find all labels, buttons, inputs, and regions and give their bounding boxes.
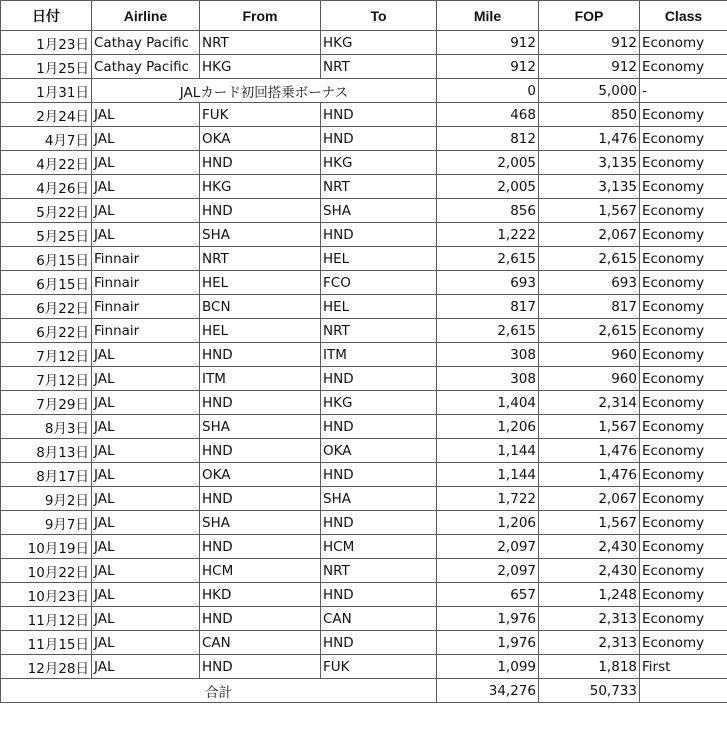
cell-fop[interactable]: 3,135 (539, 151, 640, 175)
cell-mile[interactable]: 657 (437, 583, 539, 607)
cell-to[interactable]: HND (321, 127, 437, 151)
cell-from[interactable]: HKG (200, 175, 321, 199)
cell-to[interactable]: HKG (321, 31, 437, 55)
cell-fop[interactable]: 912 (539, 55, 640, 79)
cell-airline[interactable]: JAL (92, 103, 200, 127)
cell-date[interactable]: 1月25日 (1, 55, 92, 79)
cell-from[interactable]: SHA (200, 223, 321, 247)
cell-fop[interactable]: 960 (539, 343, 640, 367)
cell-to[interactable]: HND (321, 415, 437, 439)
cell-date[interactable]: 7月12日 (1, 343, 92, 367)
cell-fop[interactable]: 2,313 (539, 631, 640, 655)
total-class-cell[interactable] (640, 679, 727, 703)
table-row (1, 367, 727, 391)
table-row (1, 103, 727, 127)
cell-class[interactable]: Economy (640, 343, 727, 367)
cell-fop[interactable]: 1,476 (539, 439, 640, 463)
cell-class[interactable]: Economy (640, 535, 727, 559)
header-row (1, 1, 727, 31)
cell-fop[interactable]: 2,067 (539, 223, 640, 247)
cell-mile[interactable]: 1,144 (437, 439, 539, 463)
cell-to[interactable]: HND (321, 583, 437, 607)
cell-fop[interactable]: 693 (539, 271, 640, 295)
cell-airline[interactable]: JAL (92, 223, 200, 247)
table-row (1, 271, 727, 295)
cell-mile[interactable]: 693 (437, 271, 539, 295)
total-fop[interactable]: 50,733 (539, 679, 640, 703)
table-row (1, 175, 727, 199)
cell-date[interactable]: 4月26日 (1, 175, 92, 199)
cell-date[interactable]: 10月22日 (1, 559, 92, 583)
cell-fop[interactable]: 3,135 (539, 175, 640, 199)
cell-from[interactable]: HND (200, 199, 321, 223)
cell-date[interactable]: 7月29日 (1, 391, 92, 415)
cell-mile[interactable]: 2,097 (437, 559, 539, 583)
table-row (1, 223, 727, 247)
cell-to[interactable]: CAN (321, 607, 437, 631)
table-row (1, 439, 727, 463)
cell-from[interactable]: HND (200, 439, 321, 463)
total-mile[interactable]: 34,276 (437, 679, 539, 703)
cell-date[interactable]: 9月2日 (1, 487, 92, 511)
cell-date[interactable]: 10月19日 (1, 535, 92, 559)
cell-fop[interactable]: 1,567 (539, 511, 640, 535)
cell-class[interactable]: Economy (640, 463, 727, 487)
cell-airline[interactable]: JAL (92, 175, 200, 199)
cell-fop[interactable]: 2,615 (539, 319, 640, 343)
cell-to[interactable]: ITM (321, 343, 437, 367)
cell-fop[interactable]: 2,430 (539, 559, 640, 583)
cell-from[interactable]: HEL (200, 319, 321, 343)
cell-date[interactable]: 12月28日 (1, 655, 92, 679)
cell-class[interactable]: Economy (640, 103, 727, 127)
cell-mile[interactable]: 2,097 (437, 535, 539, 559)
cell-class[interactable]: Economy (640, 175, 727, 199)
cell-mile[interactable]: 1,976 (437, 607, 539, 631)
cell-class[interactable]: Economy (640, 583, 727, 607)
cell-date[interactable]: 11月12日 (1, 607, 92, 631)
cell-mile[interactable]: 308 (437, 367, 539, 391)
cell-date[interactable]: 6月22日 (1, 295, 92, 319)
cell-mile[interactable]: 1,144 (437, 463, 539, 487)
cell-date[interactable]: 6月15日 (1, 271, 92, 295)
cell-class[interactable]: Economy (640, 391, 727, 415)
table-row (1, 559, 727, 583)
cell-to[interactable]: NRT (321, 175, 437, 199)
cell-to[interactable]: SHA (321, 487, 437, 511)
cell-from[interactable]: HKG (200, 55, 321, 79)
cell-date[interactable]: 6月15日 (1, 247, 92, 271)
cell-from[interactable]: BCN (200, 295, 321, 319)
cell-to[interactable]: HCM (321, 535, 437, 559)
table-row (1, 487, 727, 511)
cell-mile[interactable]: 308 (437, 343, 539, 367)
cell-mile[interactable]: 812 (437, 127, 539, 151)
cell-mile[interactable]: 1,222 (437, 223, 539, 247)
cell-airline[interactable]: Cathay Pacific (92, 31, 200, 55)
cell-mile[interactable]: 0 (437, 79, 539, 103)
cell-airline[interactable]: Finnair (92, 295, 200, 319)
cell-class[interactable]: Economy (640, 631, 727, 655)
cell-class[interactable]: Economy (640, 223, 727, 247)
table-row (1, 511, 727, 535)
cell-airline[interactable]: JAL (92, 367, 200, 391)
cell-airline[interactable]: Finnair (92, 247, 200, 271)
cell-mile[interactable]: 1,206 (437, 511, 539, 535)
cell-class[interactable]: Economy (640, 127, 727, 151)
cell-mile[interactable]: 2,615 (437, 319, 539, 343)
cell-class[interactable]: Economy (640, 607, 727, 631)
cell-airline[interactable]: JAL (92, 343, 200, 367)
cell-date[interactable]: 8月13日 (1, 439, 92, 463)
table-row (1, 151, 727, 175)
cell-to[interactable]: HEL (321, 295, 437, 319)
cell-fop[interactable]: 912 (539, 31, 640, 55)
cell-to[interactable]: HND (321, 367, 437, 391)
cell-fop[interactable]: 1,567 (539, 415, 640, 439)
cell-date[interactable]: 6月22日 (1, 319, 92, 343)
cell-fop[interactable]: 1,476 (539, 463, 640, 487)
cell-class[interactable]: Economy (640, 367, 727, 391)
cell-from[interactable]: HND (200, 487, 321, 511)
cell-from[interactable]: HND (200, 343, 321, 367)
cell-airline[interactable]: Finnair (92, 271, 200, 295)
cell-from[interactable]: HND (200, 151, 321, 175)
cell-airline[interactable]: JAL (92, 607, 200, 631)
cell-class[interactable]: Economy (640, 415, 727, 439)
cell-to[interactable]: OKA (321, 439, 437, 463)
cell-fop[interactable]: 2,314 (539, 391, 640, 415)
cell-airline[interactable]: JAL (92, 655, 200, 679)
cell-fop[interactable]: 850 (539, 103, 640, 127)
cell-date[interactable]: 10月23日 (1, 583, 92, 607)
cell-class[interactable]: - (640, 79, 727, 103)
table-row (1, 31, 727, 55)
cell-airline[interactable]: JAL (92, 391, 200, 415)
header-airline[interactable]: Airline (92, 1, 200, 31)
cell-class[interactable]: Economy (640, 151, 727, 175)
cell-to[interactable]: HND (321, 103, 437, 127)
cell-date[interactable]: 8月3日 (1, 415, 92, 439)
cell-fop[interactable]: 1,476 (539, 127, 640, 151)
cell-from[interactable]: HND (200, 607, 321, 631)
header-from[interactable]: From (200, 1, 321, 31)
cell-mile[interactable]: 2,615 (437, 247, 539, 271)
cell-airline[interactable]: JAL (92, 439, 200, 463)
cell-fop[interactable]: 5,000 (539, 79, 640, 103)
cell-mile[interactable]: 1,404 (437, 391, 539, 415)
table-row (1, 391, 727, 415)
table-row (1, 55, 727, 79)
cell-airline[interactable]: Finnair (92, 319, 200, 343)
cell-from[interactable]: HND (200, 655, 321, 679)
table-row (1, 127, 727, 151)
cell-to[interactable]: HKG (321, 151, 437, 175)
cell-airline[interactable]: JAL (92, 535, 200, 559)
cell-from[interactable]: HND (200, 391, 321, 415)
cell-airline[interactable]: JAL (92, 415, 200, 439)
cell-to[interactable]: HEL (321, 247, 437, 271)
cell-date[interactable]: 8月17日 (1, 463, 92, 487)
cell-from[interactable]: HKD (200, 583, 321, 607)
cell-to[interactable]: FCO (321, 271, 437, 295)
cell-to[interactable]: NRT (321, 55, 437, 79)
table-row (1, 415, 727, 439)
cell-date[interactable]: 1月23日 (1, 31, 92, 55)
cell-date[interactable]: 2月24日 (1, 103, 92, 127)
cell-airline[interactable]: JAL (92, 487, 200, 511)
cell-mile[interactable]: 912 (437, 31, 539, 55)
cell-fop[interactable]: 2,067 (539, 487, 640, 511)
table-row (1, 535, 727, 559)
cell-to[interactable]: NRT (321, 559, 437, 583)
table-row (1, 295, 727, 319)
cell-from[interactable]: SHA (200, 511, 321, 535)
cell-class[interactable]: First (640, 655, 727, 679)
cell-date[interactable]: 11月15日 (1, 631, 92, 655)
cell-date[interactable]: 5月25日 (1, 223, 92, 247)
table-row (1, 247, 727, 271)
cell-from[interactable]: HEL (200, 271, 321, 295)
cell-fop[interactable]: 1,248 (539, 583, 640, 607)
cell-from[interactable]: SHA (200, 415, 321, 439)
cell-to[interactable]: HND (321, 463, 437, 487)
cell-from[interactable]: NRT (200, 247, 321, 271)
cell-fop[interactable]: 2,430 (539, 535, 640, 559)
cell-date[interactable]: 1月31日 (1, 79, 92, 103)
header-date[interactable]: 日付 (1, 1, 92, 31)
total-row (1, 679, 727, 703)
cell-to[interactable]: FUK (321, 655, 437, 679)
total-label[interactable]: 合計 (1, 679, 437, 703)
cell-to[interactable]: SHA (321, 199, 437, 223)
cell-airline[interactable]: Cathay Pacific (92, 55, 200, 79)
table-row (1, 319, 727, 343)
table-row (1, 655, 727, 679)
cell-date[interactable]: 5月22日 (1, 199, 92, 223)
cell-mile[interactable]: 2,005 (437, 175, 539, 199)
table-row (1, 79, 727, 103)
cell-airline[interactable]: JAL (92, 631, 200, 655)
cell-class[interactable]: Economy (640, 487, 727, 511)
table-row (1, 607, 727, 631)
cell-mile[interactable]: 817 (437, 295, 539, 319)
cell-mile[interactable]: 1,206 (437, 415, 539, 439)
cell-fop[interactable]: 960 (539, 367, 640, 391)
cell-class[interactable]: Economy (640, 319, 727, 343)
cell-airline[interactable]: JAL (92, 463, 200, 487)
cell-class[interactable]: Economy (640, 295, 727, 319)
cell-mile[interactable]: 1,722 (437, 487, 539, 511)
table-row (1, 199, 727, 223)
cell-date[interactable]: 7月12日 (1, 367, 92, 391)
cell-from[interactable]: HND (200, 535, 321, 559)
header-class[interactable]: Class (640, 1, 727, 31)
cell-date[interactable]: 4月7日 (1, 127, 92, 151)
table-row (1, 343, 727, 367)
cell-to[interactable]: HND (321, 511, 437, 535)
cell-mile[interactable]: 468 (437, 103, 539, 127)
cell-airline[interactable]: JAL (92, 511, 200, 535)
cell-from[interactable]: ITM (200, 367, 321, 391)
table-body (1, 31, 727, 679)
cell-fop[interactable]: 817 (539, 295, 640, 319)
cell-from[interactable]: NRT (200, 31, 321, 55)
header-mile[interactable]: Mile (437, 1, 539, 31)
cell-airline[interactable]: JAL (92, 127, 200, 151)
cell-airline[interactable]: JAL (92, 199, 200, 223)
cell-to[interactable]: HND (321, 223, 437, 247)
cell-mile[interactable]: 2,005 (437, 151, 539, 175)
cell-mile[interactable]: 1,976 (437, 631, 539, 655)
cell-airline[interactable]: JAL (92, 559, 200, 583)
table-row (1, 631, 727, 655)
cell-fop[interactable]: 1,567 (539, 199, 640, 223)
header-to[interactable]: To (321, 1, 437, 31)
cell-mile[interactable]: 1,099 (437, 655, 539, 679)
table-row (1, 583, 727, 607)
cell-class[interactable]: Economy (640, 199, 727, 223)
cell-bonus-note[interactable]: JALカード初回搭乗ボーナス (92, 79, 437, 103)
cell-to[interactable]: HND (321, 631, 437, 655)
cell-airline[interactable]: JAL (92, 151, 200, 175)
table-row (1, 463, 727, 487)
cell-class[interactable]: Economy (640, 439, 727, 463)
cell-from[interactable]: OKA (200, 127, 321, 151)
cell-class[interactable]: Economy (640, 559, 727, 583)
cell-class[interactable]: Economy (640, 511, 727, 535)
cell-class[interactable]: Economy (640, 55, 727, 79)
cell-from[interactable]: CAN (200, 631, 321, 655)
cell-fop[interactable]: 2,313 (539, 607, 640, 631)
cell-from[interactable]: FUK (200, 103, 321, 127)
cell-fop[interactable]: 1,818 (539, 655, 640, 679)
cell-class[interactable]: Economy (640, 271, 727, 295)
cell-class[interactable]: Economy (640, 31, 727, 55)
header-fop[interactable]: FOP (539, 1, 640, 31)
cell-class[interactable]: Economy (640, 247, 727, 271)
cell-date[interactable]: 9月7日 (1, 511, 92, 535)
cell-mile[interactable]: 856 (437, 199, 539, 223)
cell-from[interactable]: OKA (200, 463, 321, 487)
cell-fop[interactable]: 2,615 (539, 247, 640, 271)
cell-airline[interactable]: JAL (92, 583, 200, 607)
cell-to[interactable]: HKG (321, 391, 437, 415)
cell-to[interactable]: NRT (321, 319, 437, 343)
cell-date[interactable]: 4月22日 (1, 151, 92, 175)
cell-mile[interactable]: 912 (437, 55, 539, 79)
cell-from[interactable]: HCM (200, 559, 321, 583)
